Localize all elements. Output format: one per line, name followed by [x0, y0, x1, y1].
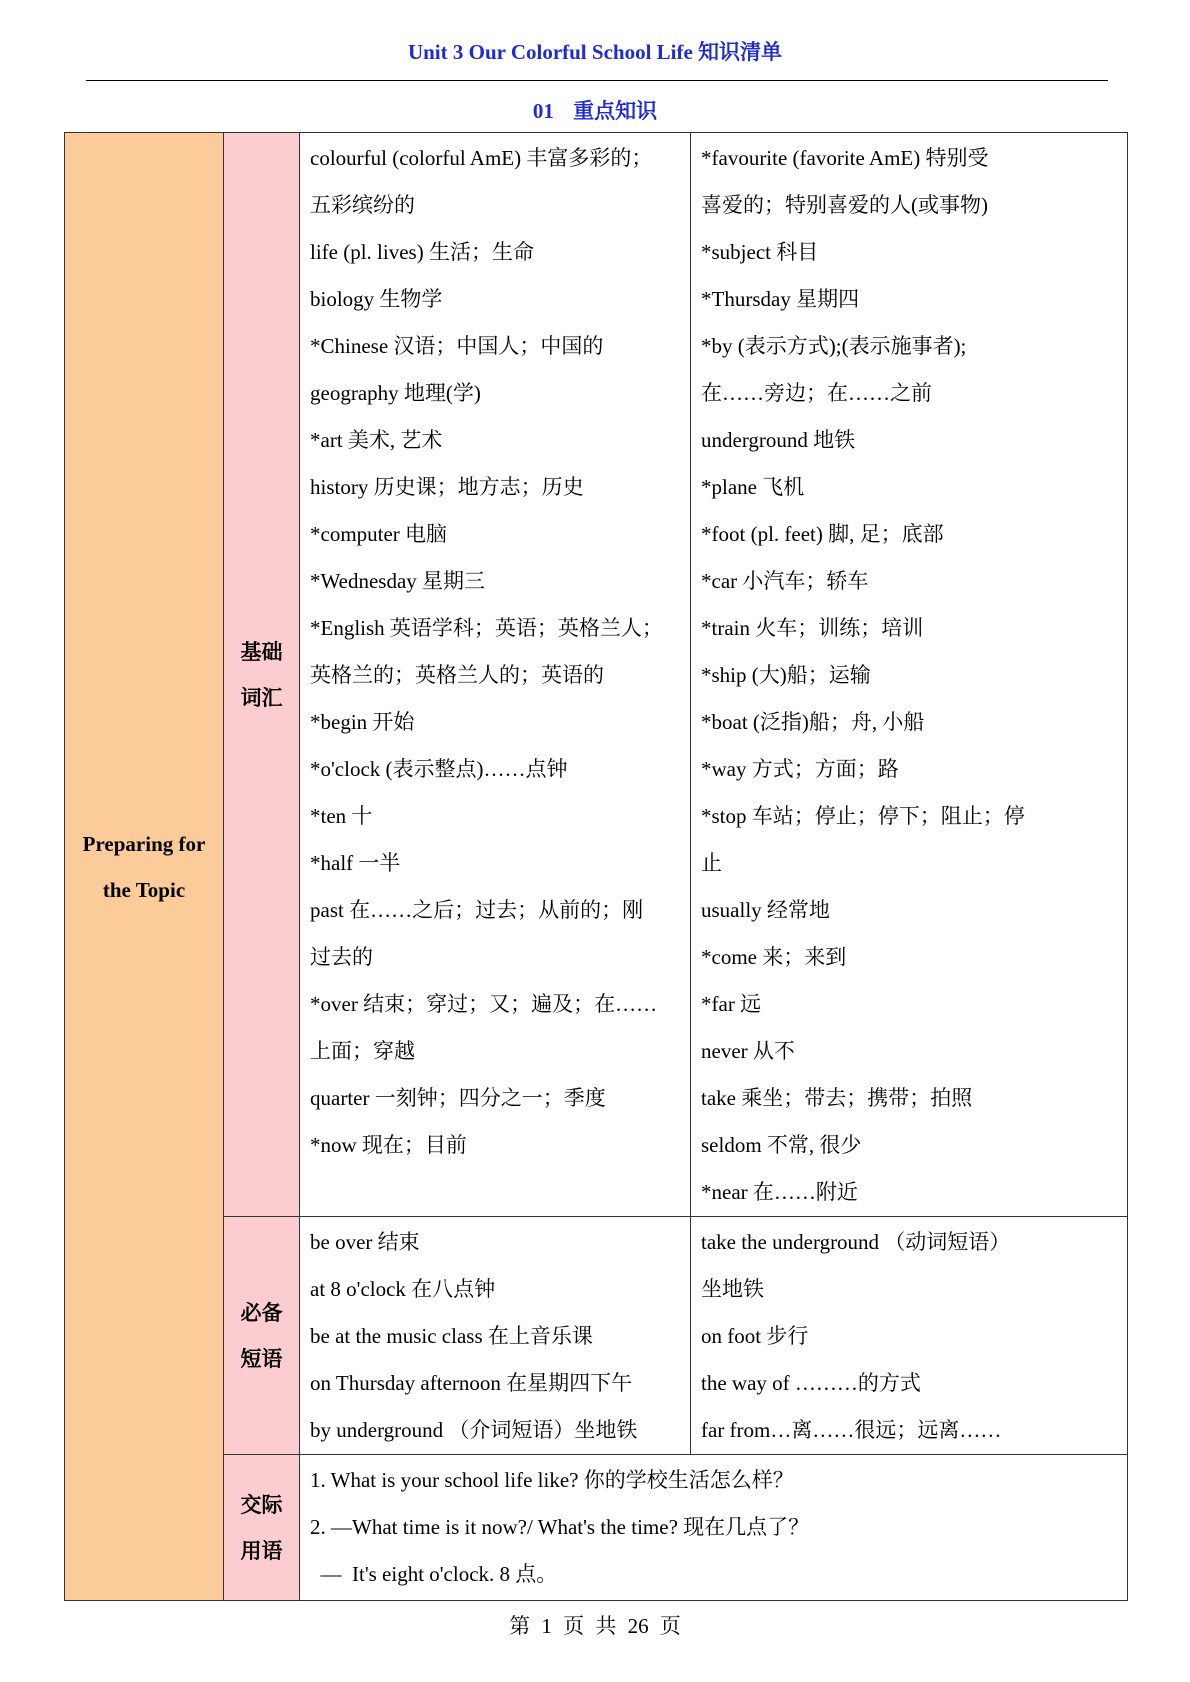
vocab-entry: *near 在……附近: [701, 1180, 858, 1204]
vocab-entry: 在……旁边；在……之前: [701, 381, 932, 405]
vocab-entry: seldom 不常, 很少: [701, 1133, 862, 1157]
vocab-entry: underground 地铁: [701, 428, 856, 452]
expressions-list: [300, 1455, 1127, 1600]
vocab-right-cell: [691, 133, 1128, 1217]
phrase-entry: the way of ………的方式: [701, 1371, 921, 1395]
vocab-entry: 上面；穿越: [310, 1039, 415, 1063]
vocab-entry: 英格兰的；英格兰人的；英语的: [310, 663, 604, 687]
phrase-entry: at 8 o'clock 在八点钟: [310, 1277, 496, 1301]
vocab-entry: 过去的: [310, 945, 373, 969]
vocab-entry: *way 方式；方面；路: [701, 757, 899, 781]
vocab-entry: life (pl. lives) 生活；生命: [310, 240, 534, 264]
vocab-left-cell: [300, 133, 691, 1217]
topic-label: Preparing for the Topic: [82, 831, 206, 902]
phrases-left-cell: [300, 1217, 691, 1455]
page-number: 第 1 页 共 26 页: [509, 1614, 681, 1638]
vocab-entry: 五彩缤纷的: [310, 193, 415, 217]
vocab-entry: *begin 开始: [310, 710, 415, 734]
vocab-entry: 喜爱的；特别喜爱的人(或事物): [701, 193, 988, 217]
vocab-entry: *subject 科目: [701, 240, 819, 264]
vocab-entry: *far 远: [701, 992, 762, 1016]
vocab-entry: *ship (大)船；运输: [701, 663, 871, 687]
vocab-entry: *half 一半: [310, 851, 401, 875]
header-divider: [86, 80, 1108, 81]
knowledge-table: [64, 132, 1128, 1601]
vocab-entry: *train 火车；训练；培训: [701, 616, 924, 640]
phrases-category-cell: [224, 1217, 300, 1455]
vocab-entry: *English 英语学科；英语；英格兰人；: [310, 616, 663, 640]
vocab-entry: past 在……之后；过去；从前的；刚: [310, 898, 644, 922]
vocab-entry: *Chinese 汉语；中国人；中国的: [310, 334, 604, 358]
vocab-entry: biology 生物学: [310, 287, 443, 311]
phrase-entry: by underground （介词短语）坐地铁: [310, 1418, 638, 1442]
expressions-category-cell: [224, 1455, 300, 1601]
vocab-right-list: [691, 133, 1127, 1216]
phrases-category-label: 必备短语: [240, 1300, 283, 1371]
document-title: Unit 3 Our Colorful School Life 知识清单: [407, 40, 783, 64]
vocab-category-label: 基础词汇: [240, 639, 283, 710]
vocab-entry: *ten 十: [310, 804, 373, 828]
expression-line: 1. What is your school life like? 你的学校生活怎么样？: [310, 1468, 794, 1492]
vocab-entry: 止: [701, 851, 722, 875]
vocab-left-list: [300, 133, 690, 1169]
expression-line: — It's eight o'clock. 8 点。: [310, 1562, 558, 1586]
expressions-cell: [300, 1455, 1128, 1601]
phrases-row: [65, 1217, 1128, 1455]
vocab-entry: usually 经常地: [701, 898, 830, 922]
phrase-entry: on foot 步行: [701, 1324, 809, 1348]
expression-line: 2. —What time is it now?/ What's the time? 现在几点了？: [310, 1515, 810, 1539]
vocab-entry: *car 小汽车；轿车: [701, 569, 869, 593]
vocab-entry: *stop 车站；停止；停下；阻止；停: [701, 804, 1025, 828]
section-title: 01 重点知识: [532, 99, 658, 123]
vocab-entry: history 历史课；地方志；历史: [310, 475, 584, 499]
vocab-entry: *computer 电脑: [310, 522, 448, 546]
phrase-entry: 坐地铁: [701, 1277, 764, 1301]
vocab-category-cell: [224, 133, 300, 1217]
vocab-entry: never 从不: [701, 1039, 795, 1063]
vocab-entry: *Wednesday 星期三: [310, 569, 486, 593]
phrase-entry: take the underground （动词短语）: [701, 1230, 1011, 1254]
phrase-entry: be over 结束: [310, 1230, 420, 1254]
vocab-entry: geography 地理(学): [310, 381, 481, 405]
vocab-row: [65, 133, 1128, 1217]
phrase-entry: on Thursday afternoon 在星期四下午: [310, 1371, 633, 1395]
vocab-entry: *o'clock (表示整点)……点钟: [310, 757, 568, 781]
vocab-entry: *plane 飞机: [701, 475, 805, 499]
phrase-entry: far from…离……很远；远离……: [701, 1418, 1002, 1442]
phrases-right-list: [691, 1217, 1127, 1454]
vocab-entry: *come 来；来到: [701, 945, 847, 969]
vocab-entry: *over 结束；穿过；又；遍及；在……: [310, 992, 658, 1016]
vocab-entry: *boat (泛指)船；舟, 小船: [701, 710, 925, 734]
expressions-row: [65, 1455, 1128, 1601]
vocab-entry: *now 现在；目前: [310, 1133, 467, 1157]
phrases-right-cell: [691, 1217, 1128, 1455]
vocab-entry: *art 美术, 艺术: [310, 428, 443, 452]
vocab-entry: *Thursday 星期四: [701, 287, 860, 311]
topic-cell: [65, 133, 224, 1601]
expressions-category-label: 交际用语: [240, 1492, 283, 1563]
vocab-entry: *favourite (favorite AmE) 特别受: [701, 146, 989, 170]
vocab-entry: *by (表示方式);(表示施事者);: [701, 334, 967, 358]
vocab-entry: *foot (pl. feet) 脚, 足；底部: [701, 522, 944, 546]
vocab-entry: quarter 一刻钟；四分之一；季度: [310, 1086, 606, 1110]
vocab-entry: colourful (colorful AmE) 丰富多彩的；: [310, 146, 653, 170]
phrase-entry: be at the music class 在上音乐课: [310, 1324, 593, 1348]
vocab-entry: take 乘坐；带去；携带；拍照: [701, 1086, 973, 1110]
phrases-left-list: [300, 1217, 690, 1454]
